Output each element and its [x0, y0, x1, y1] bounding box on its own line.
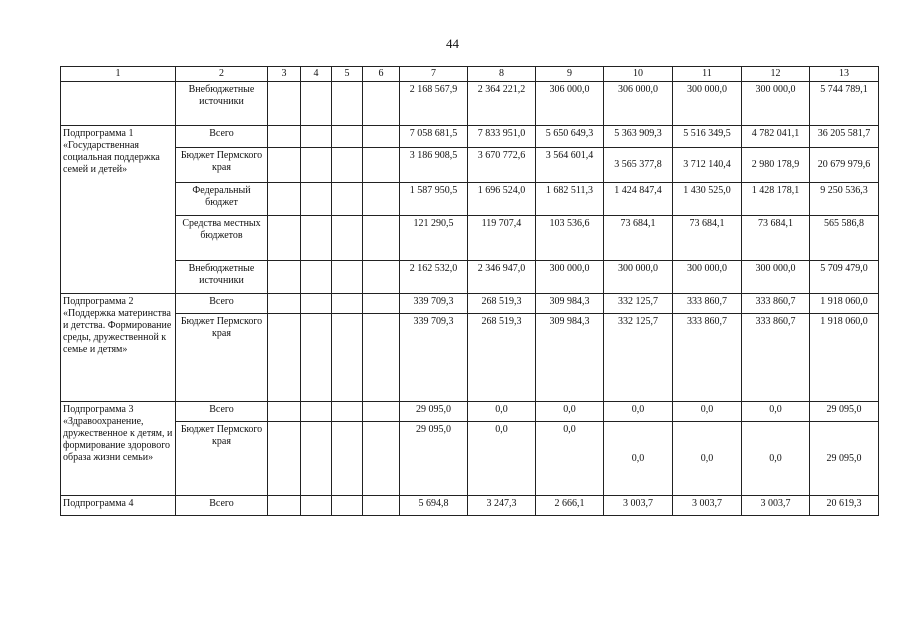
value-cell: 333 860,7 [742, 314, 810, 402]
value-cell: 9 250 536,3 [810, 183, 879, 216]
column-header: 13 [810, 67, 879, 82]
value-cell: 3 564 601,4 [536, 148, 604, 183]
funding-source: Всего [176, 496, 268, 516]
value-cell: 332 125,7 [604, 314, 673, 402]
value-cell: 3 670 772,6 [468, 148, 536, 183]
value-cell: 3 565 377,8 [604, 148, 673, 183]
value-cell: 3 186 908,5 [400, 148, 468, 183]
value-cell: 5 709 479,0 [810, 261, 879, 294]
value-cell: 332 125,7 [604, 294, 673, 314]
value-cell: 7 833 951,0 [468, 126, 536, 148]
value-cell: 1 682 511,3 [536, 183, 604, 216]
value-cell: 0,0 [604, 422, 673, 496]
table-row [61, 314, 879, 402]
table-row [61, 496, 879, 516]
value-cell: 268 519,3 [468, 314, 536, 402]
column-header: 11 [673, 67, 742, 82]
value-cell: 29 095,0 [810, 402, 879, 422]
value-cell: 5 650 649,3 [536, 126, 604, 148]
column-header: 4 [301, 67, 332, 82]
value-cell: 73 684,1 [604, 216, 673, 261]
value-cell: 3 003,7 [604, 496, 673, 516]
value-cell: 0,0 [673, 422, 742, 496]
value-cell: 5 744 789,1 [810, 82, 879, 126]
value-cell: 119 707,4 [468, 216, 536, 261]
value-cell: 3 003,7 [673, 496, 742, 516]
value-cell: 1 587 950,5 [400, 183, 468, 216]
funding-source: Бюджет Пермского края [176, 314, 268, 402]
table-row [61, 126, 879, 148]
value-cell: 4 782 041,1 [742, 126, 810, 148]
budget-table [60, 66, 879, 516]
table-row [61, 82, 879, 126]
funding-source: Средства местных бюджетов [176, 216, 268, 261]
value-cell: 20 679 979,6 [810, 148, 879, 183]
value-cell: 333 860,7 [673, 314, 742, 402]
value-cell: 3 247,3 [468, 496, 536, 516]
column-header: 8 [468, 67, 536, 82]
value-cell: 306 000,0 [536, 82, 604, 126]
value-cell: 0,0 [742, 422, 810, 496]
value-cell: 5 363 909,3 [604, 126, 673, 148]
value-cell: 0,0 [536, 422, 604, 496]
table-row [61, 261, 879, 294]
table-row [61, 216, 879, 261]
subprogram-title: Подпрограмма 2 «Поддержка материнства и детства. Формирование среды, дружественной к семье и детям» [61, 294, 176, 402]
column-header-row [61, 67, 879, 82]
column-header: 3 [268, 67, 301, 82]
funding-source: Всего [176, 126, 268, 148]
value-cell: 2 168 567,9 [400, 82, 468, 126]
value-cell: 5 516 349,5 [673, 126, 742, 148]
value-cell: 20 619,3 [810, 496, 879, 516]
value-cell: 0,0 [536, 402, 604, 422]
value-cell: 3 003,7 [742, 496, 810, 516]
value-cell: 29 095,0 [400, 422, 468, 496]
table-row [61, 402, 879, 422]
value-cell: 300 000,0 [536, 261, 604, 294]
funding-source: Всего [176, 294, 268, 314]
value-cell: 29 095,0 [400, 402, 468, 422]
column-header: 7 [400, 67, 468, 82]
value-cell: 73 684,1 [673, 216, 742, 261]
value-cell: 121 290,5 [400, 216, 468, 261]
value-cell: 2 666,1 [536, 496, 604, 516]
value-cell: 306 000,0 [604, 82, 673, 126]
column-header: 9 [536, 67, 604, 82]
table-row [61, 422, 879, 496]
value-cell: 2 364 221,2 [468, 82, 536, 126]
value-cell: 2 980 178,9 [742, 148, 810, 183]
value-cell: 300 000,0 [673, 261, 742, 294]
value-cell: 339 709,3 [400, 314, 468, 402]
subprogram-title: Подпрограмма 4 [61, 496, 176, 516]
value-cell: 300 000,0 [673, 82, 742, 126]
value-cell: 300 000,0 [604, 261, 673, 294]
funding-source: Всего [176, 402, 268, 422]
value-cell: 1 696 524,0 [468, 183, 536, 216]
table-row [61, 294, 879, 314]
value-cell: 7 058 681,5 [400, 126, 468, 148]
subprogram-title: Подпрограмма 3 «Здравоохранение, дружественное к детям, и формирование здорового образа жизни семьи» [61, 402, 176, 496]
value-cell: 29 095,0 [810, 422, 879, 496]
value-cell: 333 860,7 [742, 294, 810, 314]
table-row [61, 183, 879, 216]
funding-source: Бюджет Пермского края [176, 148, 268, 183]
column-header: 10 [604, 67, 673, 82]
page-number: 44 [446, 36, 459, 51]
value-cell: 300 000,0 [742, 82, 810, 126]
column-header: 5 [332, 67, 363, 82]
value-cell: 73 684,1 [742, 216, 810, 261]
column-header: 2 [176, 67, 268, 82]
column-header: 12 [742, 67, 810, 82]
value-cell: 309 984,3 [536, 314, 604, 402]
value-cell: 0,0 [742, 402, 810, 422]
value-cell: 2 346 947,0 [468, 261, 536, 294]
table-row [61, 148, 879, 183]
funding-source: Внебюджетные источники [176, 261, 268, 294]
funding-source: Бюджет Пермского края [176, 422, 268, 496]
value-cell: 0,0 [604, 402, 673, 422]
value-cell: 1 430 525,0 [673, 183, 742, 216]
value-cell: 300 000,0 [742, 261, 810, 294]
value-cell: 1 918 060,0 [810, 294, 879, 314]
subprogram-title: Подпрограмма 1 «Государственная социальная поддержка семей и детей» [61, 126, 176, 294]
value-cell: 339 709,3 [400, 294, 468, 314]
column-header: 6 [363, 67, 400, 82]
column-header: 1 [61, 67, 176, 82]
value-cell: 309 984,3 [536, 294, 604, 314]
value-cell: 333 860,7 [673, 294, 742, 314]
program-cell [61, 82, 176, 126]
funding-source: Внебюджетные источники [176, 82, 268, 126]
value-cell: 36 205 581,7 [810, 126, 879, 148]
value-cell: 5 694,8 [400, 496, 468, 516]
value-cell: 1 424 847,4 [604, 183, 673, 216]
value-cell: 0,0 [468, 402, 536, 422]
funding-source: Федеральный бюджет [176, 183, 268, 216]
value-cell: 0,0 [673, 402, 742, 422]
value-cell: 0,0 [468, 422, 536, 496]
value-cell: 268 519,3 [468, 294, 536, 314]
value-cell: 3 712 140,4 [673, 148, 742, 183]
value-cell: 565 586,8 [810, 216, 879, 261]
value-cell: 1 918 060,0 [810, 314, 879, 402]
value-cell: 103 536,6 [536, 216, 604, 261]
value-cell: 1 428 178,1 [742, 183, 810, 216]
value-cell: 2 162 532,0 [400, 261, 468, 294]
